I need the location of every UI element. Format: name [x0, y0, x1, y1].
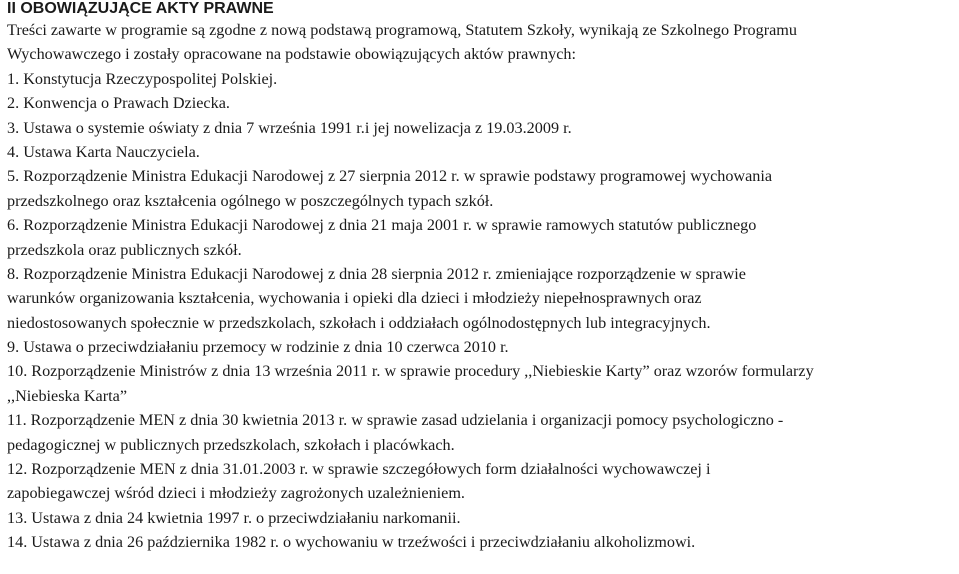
list-item-continuation: niedostosowanych społecznie w przedszkolach, szkołach i oddziałach ogólnodostępnych lub integracyjnych.	[7, 313, 711, 332]
list-item: 11. Rozporządzenie MEN z dnia 30 kwietnia 2013 r. w sprawie zasad udzielania i organizacji pomocy psychologiczno -	[7, 411, 784, 430]
list-item-continuation: przedszkolnego oraz kształcenia ogólnego w poszczególnych typach szkół.	[7, 191, 494, 210]
list-item: 5. Rozporządzenie Ministra Edukacji Narodowej z 27 sierpnia 2012 r. w sprawie podstawy programowej wychowania	[7, 167, 773, 186]
list-item: 12. Rozporządzenie MEN z dnia 31.01.2003 r. w sprawie szczegółowych form działalności wychowawczej i	[7, 460, 711, 479]
list-item-continuation: warunków organizowania kształcenia, wychowania i opieki dla dzieci i młodzieży niepełnosprawnych oraz	[7, 289, 702, 308]
list-item: 14. Ustawa z dnia 26 października 1982 r. o wychowaniu w trzeźwości i przeciwdziałaniu alkoholizmowi.	[7, 533, 696, 552]
list-item: 13. Ustawa z dnia 24 kwietnia 1997 r. o przeciwdziałaniu narkomanii.	[7, 508, 461, 527]
section-heading: II OBOWIĄZUJĄCE AKTY PRAWNE	[7, 0, 274, 17]
document-page	[7, 0, 957, 555]
list-item: 9. Ustawa o przeciwdziałaniu przemocy w rodzinie z dnia 10 czerwca 2010 r.	[7, 338, 509, 357]
text-line: Wychowawczego i zostały opracowane na podstawie obowiązujących aktów prawnych:	[7, 45, 576, 64]
list-item: 8. Rozporządzenie Ministra Edukacji Narodowej z dnia 28 sierpnia 2012 r. zmieniające rozporządzenie w sprawie	[7, 264, 746, 283]
list-item: 3. Ustawa o systemie oświaty z dnia 7 września 1991 r.i jej nowelizacja z 19.03.2009 r.	[7, 118, 572, 137]
document-body	[7, 18, 957, 555]
list-item: 6. Rozporządzenie Ministra Edukacji Narodowej z dnia 21 maja 2001 r. w sprawie ramowych statutów publicznego	[7, 216, 757, 235]
list-item: 1. Konstytucja Rzeczypospolitej Polskiej.	[7, 69, 278, 88]
list-item: 10. Rozporządzenie Ministrów z dnia 13 września 2011 r. w sprawie procedury ,,Niebieskie Karty” oraz wzorów formularzy	[7, 362, 814, 381]
list-item: 4. Ustawa Karta Nauczyciela.	[7, 142, 200, 161]
text-line: Treści zawarte w programie są zgodne z nową podstawą programową, Statutem Szkoły, wynikają ze Szkolnego Programu	[7, 21, 797, 39]
list-item-continuation: ,,Niebieska Karta”	[7, 386, 127, 405]
list-item-continuation: zapobiegawczej wśród dzieci i młodzieży zagrożonych uzależnieniem.	[7, 484, 465, 503]
list-item-continuation: przedszkola oraz publicznych szkół.	[7, 240, 242, 259]
list-item: 2. Konwencja o Prawach Dziecka.	[7, 94, 230, 113]
list-item-continuation: pedagogicznej w publicznych przedszkolach, szkołach i placówkach.	[7, 435, 455, 454]
